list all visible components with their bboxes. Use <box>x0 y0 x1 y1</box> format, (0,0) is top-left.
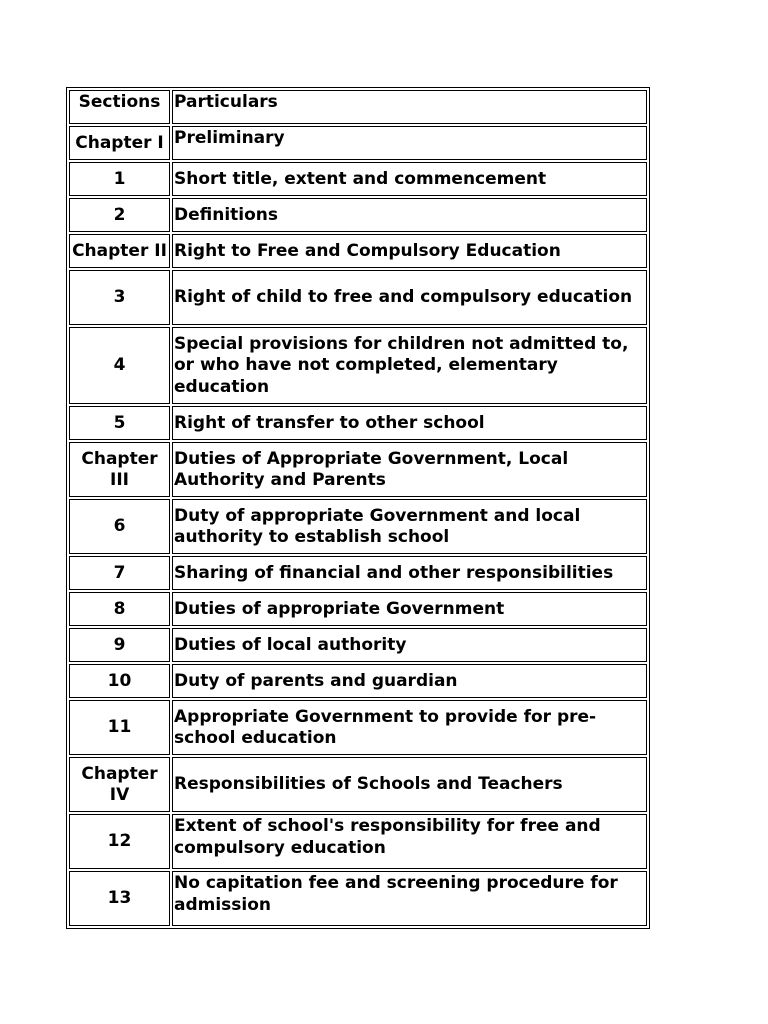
sections-table <box>66 87 650 929</box>
table-row <box>69 592 647 626</box>
particulars-cell: Extent of school's responsibility for free and compulsory education <box>172 814 647 869</box>
particulars-cell: Sharing of financial and other responsibilities <box>172 556 647 590</box>
section-cell: Chapter II <box>69 234 170 268</box>
particulars-cell: Duties of local authority <box>172 628 647 662</box>
table-row <box>69 327 647 404</box>
table-row <box>69 198 647 232</box>
table-row <box>69 126 647 160</box>
table-row <box>69 664 647 698</box>
section-cell: 6 <box>69 499 170 554</box>
section-cell: Chapter IV <box>69 757 170 812</box>
section-cell: 10 <box>69 664 170 698</box>
section-cell: 2 <box>69 198 170 232</box>
table-row <box>69 162 647 196</box>
table-row <box>69 757 647 812</box>
particulars-cell: Right of transfer to other school <box>172 406 647 440</box>
section-cell: 3 <box>69 270 170 325</box>
particulars-cell: No capitation fee and screening procedure for admission <box>172 871 647 926</box>
header-sections: Sections <box>69 90 170 124</box>
section-cell: 12 <box>69 814 170 869</box>
section-cell: 1 <box>69 162 170 196</box>
particulars-cell: Right of child to free and compulsory education <box>172 270 647 325</box>
particulars-cell: Duty of parents and guardian <box>172 664 647 698</box>
table-header-row <box>69 90 647 124</box>
particulars-cell: Duties of appropriate Government <box>172 592 647 626</box>
particulars-cell: Duty of appropriate Government and local authority to establish school <box>172 499 647 554</box>
particulars-cell: Responsibilities of Schools and Teachers <box>172 757 647 812</box>
table-row <box>69 499 647 554</box>
table-row <box>69 442 647 497</box>
section-cell: 5 <box>69 406 170 440</box>
section-cell: 4 <box>69 327 170 404</box>
section-cell: Chapter III <box>69 442 170 497</box>
table-row <box>69 406 647 440</box>
particulars-cell: Duties of Appropriate Government, Local Authority and Parents <box>172 442 647 497</box>
table-row <box>69 700 647 755</box>
section-cell: 9 <box>69 628 170 662</box>
table-row <box>69 628 647 662</box>
table-row <box>69 234 647 268</box>
particulars-cell: Definitions <box>172 198 647 232</box>
section-cell: 7 <box>69 556 170 590</box>
section-cell: 13 <box>69 871 170 926</box>
header-particulars: Particulars <box>172 90 647 124</box>
section-cell: Chapter I <box>69 126 170 160</box>
section-cell: 8 <box>69 592 170 626</box>
particulars-cell: Short title, extent and commencement <box>172 162 647 196</box>
particulars-cell: Appropriate Government to provide for pre-school education <box>172 700 647 755</box>
table-row <box>69 556 647 590</box>
particulars-cell: Preliminary <box>172 126 647 160</box>
particulars-cell: Right to Free and Compulsory Education <box>172 234 647 268</box>
table-row <box>69 871 647 926</box>
particulars-cell: Special provisions for children not admitted to, or who have not completed, elementary education <box>172 327 647 404</box>
table-row <box>69 814 647 869</box>
table-row <box>69 270 647 325</box>
section-cell: 11 <box>69 700 170 755</box>
